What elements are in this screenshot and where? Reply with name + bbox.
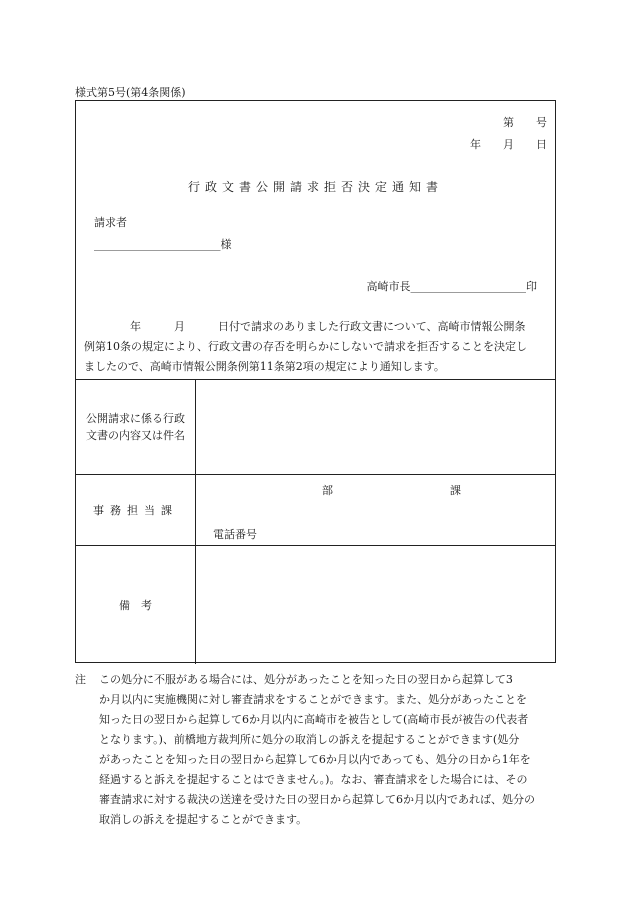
note-line: か月以内に実施機関に対し審査請求をすることができます。また、処分があったことを: [99, 693, 528, 706]
note-mark: 注: [75, 673, 86, 686]
body-line: 年 月 日付で請求のありました行政文書について、高崎市情報公開条: [130, 320, 526, 333]
phone-number-label: 電話番号: [213, 528, 257, 541]
section-label: 課: [450, 484, 461, 497]
responsible-section-label: 事務担当課: [76, 475, 196, 545]
note-line: があったことを知った日の翌日から起算して6か月以内であっても、処分の日から1年を: [99, 753, 531, 766]
notice-body-text: [84, 317, 552, 377]
remarks-label: 備 考: [76, 546, 196, 664]
appeal-note: [75, 670, 565, 830]
body-line: ましたので、高崎市情報公開条例第11条第2項の規定により通知します。: [84, 360, 445, 373]
note-line: 知った日の翌日から起算して6か月以内に高崎市を被告として(高崎市長が被告の代表者: [99, 713, 529, 726]
form-reference: 様式第5号(第4条関係): [75, 86, 186, 99]
request-content-row: [76, 379, 555, 474]
note-line: 取消しの訴えを提起することができます。: [99, 813, 308, 826]
issuer-mayor-line: 高崎市長_____________________印: [366, 280, 537, 293]
request-content-label: [76, 380, 196, 474]
requester-label: 請求者: [94, 216, 127, 229]
note-line: この処分に不服がある場合には、処分があったことを知った日の翌日から起算して3: [99, 673, 513, 686]
document-title: 行政文書公開請求拒否決定通知書: [187, 180, 443, 194]
note-line: 審査請求に対する裁決の送達を受けた日の翌日から起算して6か月以内であれば、処分の: [99, 793, 535, 806]
request-content-label-line: 文書の内容又は件名: [86, 429, 185, 442]
remarks-row: [76, 545, 555, 664]
note-line: 経過すると訴えを提起することはできません。)。なお、審査請求をした場合には、その: [99, 773, 528, 786]
body-line: 例第10条の規定により、行政文書の存否を明らかにしないで請求を拒否することを決定し: [84, 340, 527, 353]
notice-header-section: [76, 101, 555, 379]
note-line: となります。)、前橋地方裁判所に処分の取消しの訴えを提起することができます(処分: [99, 733, 520, 746]
request-content-label-line: 公開請求に係る行政: [86, 412, 185, 425]
document-number-line: 第 号: [503, 116, 547, 129]
department-label: 部: [322, 484, 333, 497]
responsible-section-row: [76, 474, 555, 545]
notice-form-frame: [75, 100, 556, 663]
document-date-line: 年 月 日: [470, 138, 547, 151]
requester-name-line: _______________________様: [94, 238, 232, 251]
